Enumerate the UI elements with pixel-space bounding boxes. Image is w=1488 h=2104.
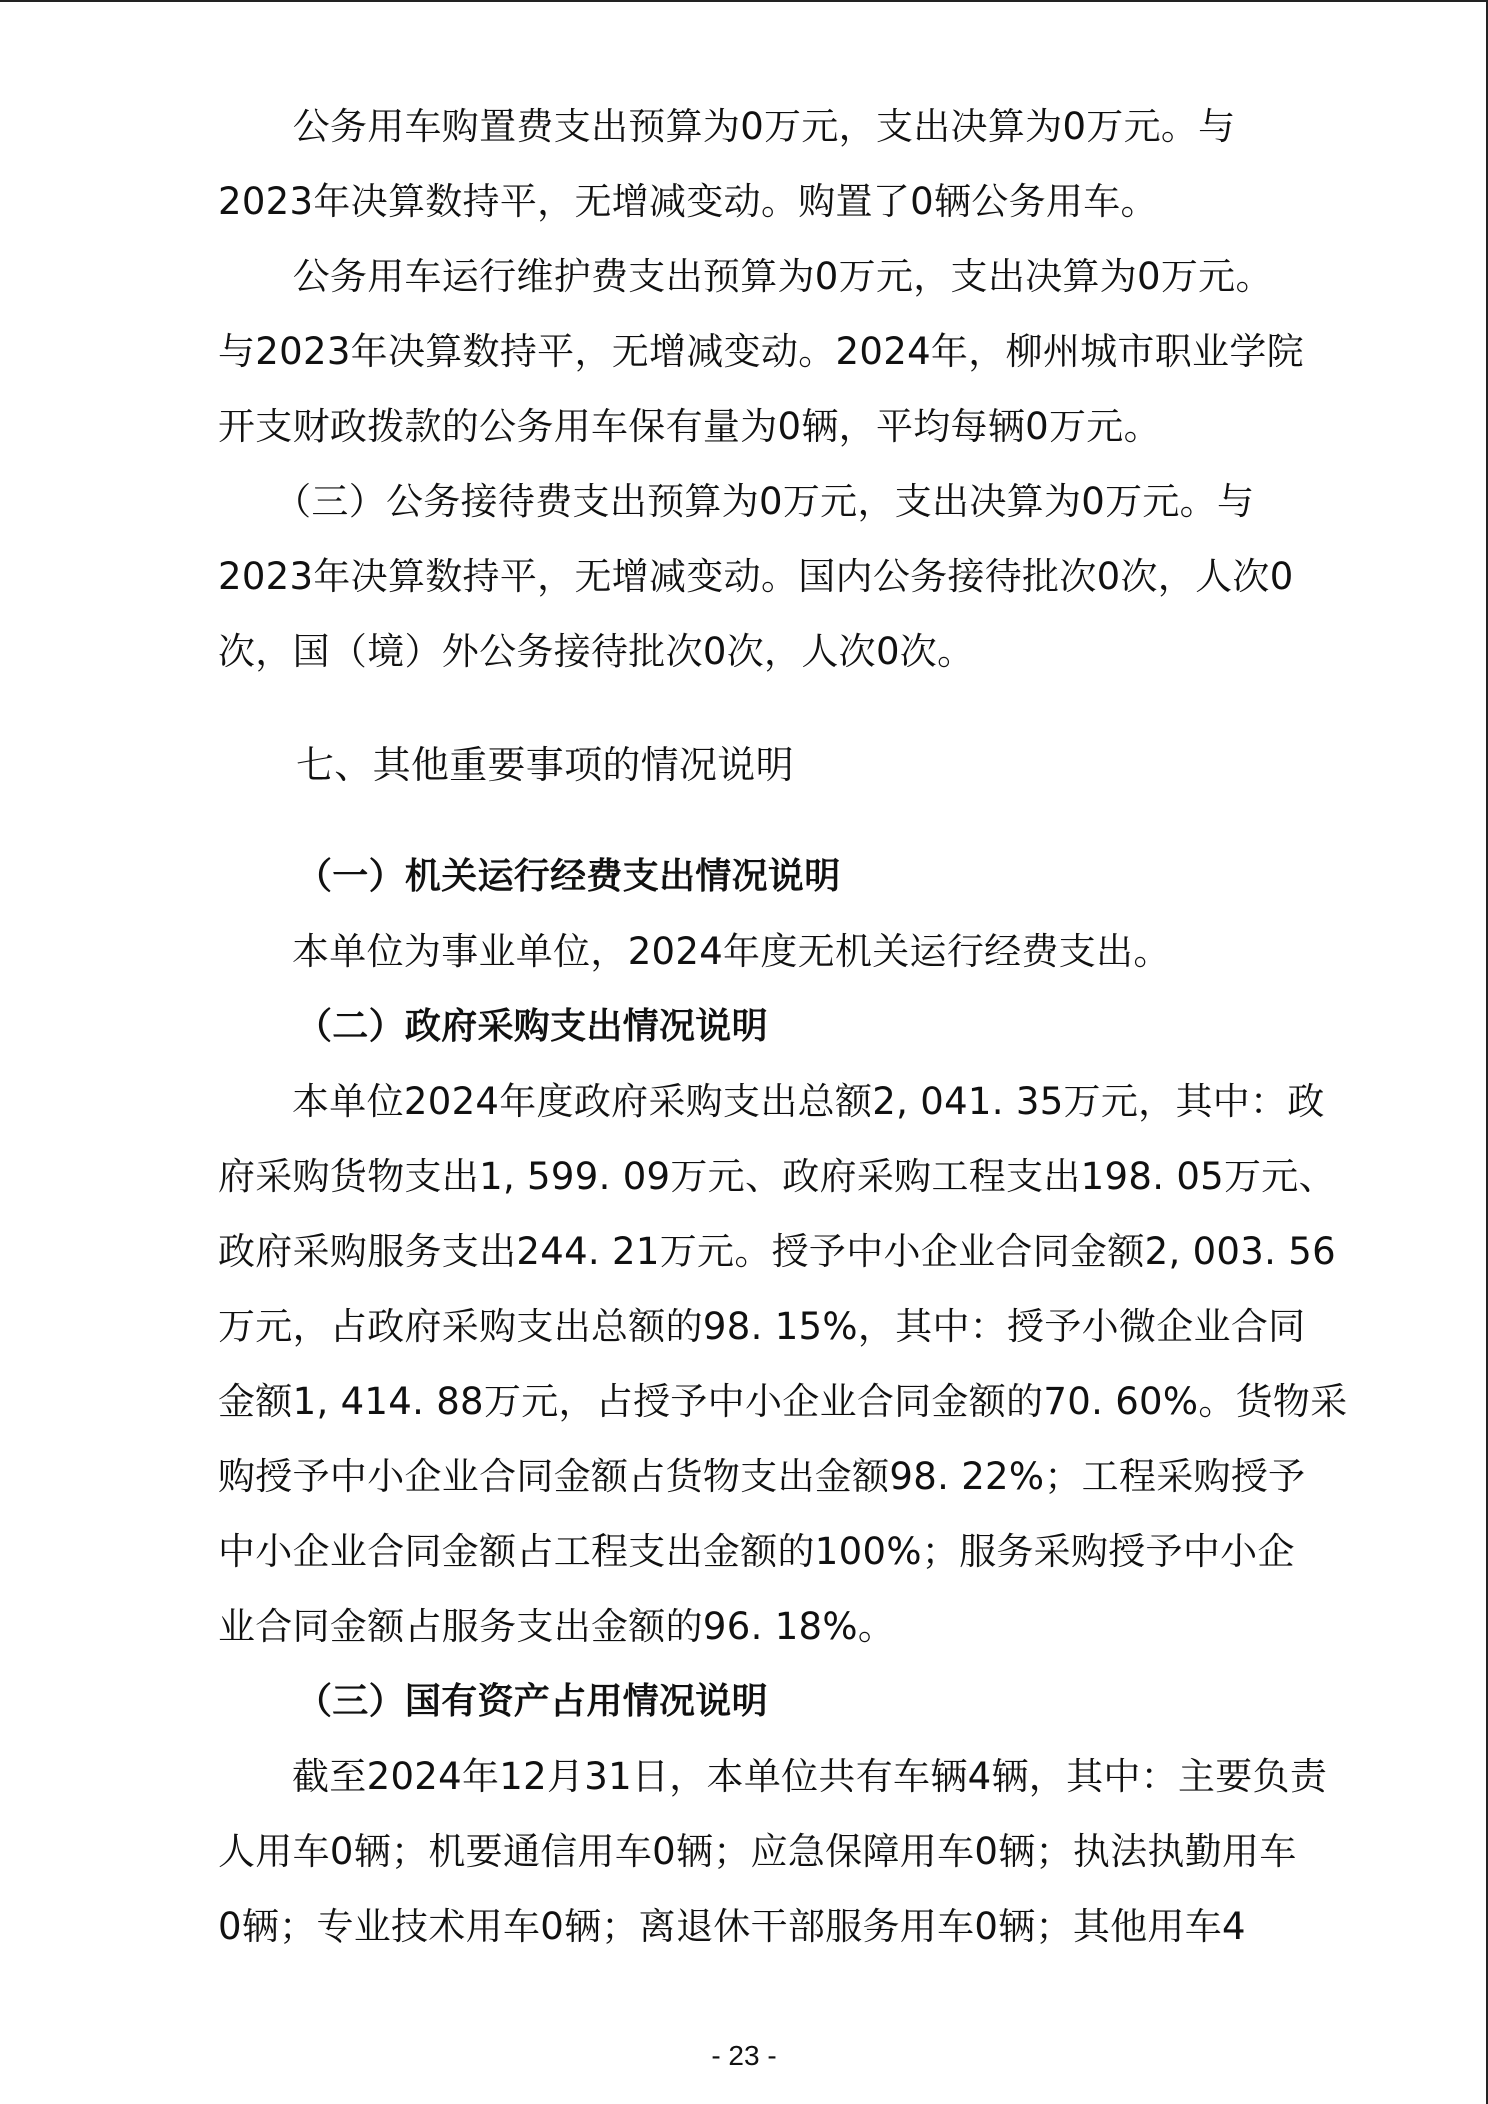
subsection-heading-2: （二）政府采购支出情况说明 (296, 1006, 768, 1047)
page-number: - 23 - (711, 2040, 777, 2071)
paragraph-line: 2023年决算数持平，无增减变动。国内公务接待批次0次，人次0 (218, 555, 1294, 598)
paragraph-line: 公务用车运行维护费支出预算为0万元，支出决算为0万元。 (218, 255, 1273, 298)
paragraph-line: （三）公务接待费支出预算为0万元，支出决算为0万元。与 (218, 480, 1255, 523)
paragraph-line: 0辆；专业技术用车0辆；离退休干部服务用车0辆；其他用车4 (218, 1905, 1246, 1948)
page-border-top (0, 0, 1488, 2)
section-heading: 七、其他重要事项的情况说明 (296, 743, 794, 787)
paragraph-line: 政府采购服务支出244. 21万元。授予中小企业合同金额2, 003. 56 (218, 1230, 1336, 1273)
paragraph-line: 公务用车购置费支出预算为0万元，支出决算为0万元。与 (218, 105, 1236, 148)
paragraph-line: 购授予中小企业合同金额占货物支出金额98. 22%；工程采购授予 (218, 1455, 1306, 1498)
paragraph-line: 业合同金额占服务支出金额的96. 18%。 (218, 1605, 896, 1648)
paragraph-line: 本单位2024年度政府采购支出总额2, 041. 35万元，其中：政 (292, 1080, 1325, 1123)
paragraph-line: 府采购货物支出1, 599. 09万元、政府采购工程支出198. 05万元、 (218, 1155, 1336, 1198)
paragraph-line: 与2023年决算数持平，无增减变动。2024年，柳州城市职业学院 (218, 330, 1304, 373)
paragraph-line: 开支财政拨款的公务用车保有量为0辆，平均每辆0万元。 (218, 405, 1161, 448)
paragraph-line: 中小企业合同金额占工程支出金额的100%；服务采购授予中小企 (218, 1530, 1295, 1573)
paragraph-line: 万元，占政府采购支出总额的98. 15%，其中：授予小微企业合同 (218, 1305, 1306, 1348)
paragraph-line: 金额1, 414. 88万元，占授予中小企业合同金额的70. 60%。货物采 (218, 1380, 1348, 1423)
subsection-heading-1: （一）机关运行经费支出情况说明 (296, 856, 841, 897)
subsection-heading-3: （三）国有资产占用情况说明 (296, 1681, 768, 1722)
paragraph-line: 截至2024年12月31日，本单位共有车辆4辆，其中：主要负责 (292, 1755, 1328, 1798)
paragraph-line: 本单位为事业单位，2024年度无机关运行经费支出。 (292, 930, 1171, 973)
paragraph-line: 2023年决算数持平，无增减变动。购置了0辆公务用车。 (218, 180, 1158, 223)
paragraph-line: 人用车0辆；机要通信用车0辆；应急保障用车0辆；执法执勤用车 (218, 1830, 1297, 1873)
paragraph-line: 次，国（境）外公务接待批次0次，人次0次。 (218, 630, 975, 673)
